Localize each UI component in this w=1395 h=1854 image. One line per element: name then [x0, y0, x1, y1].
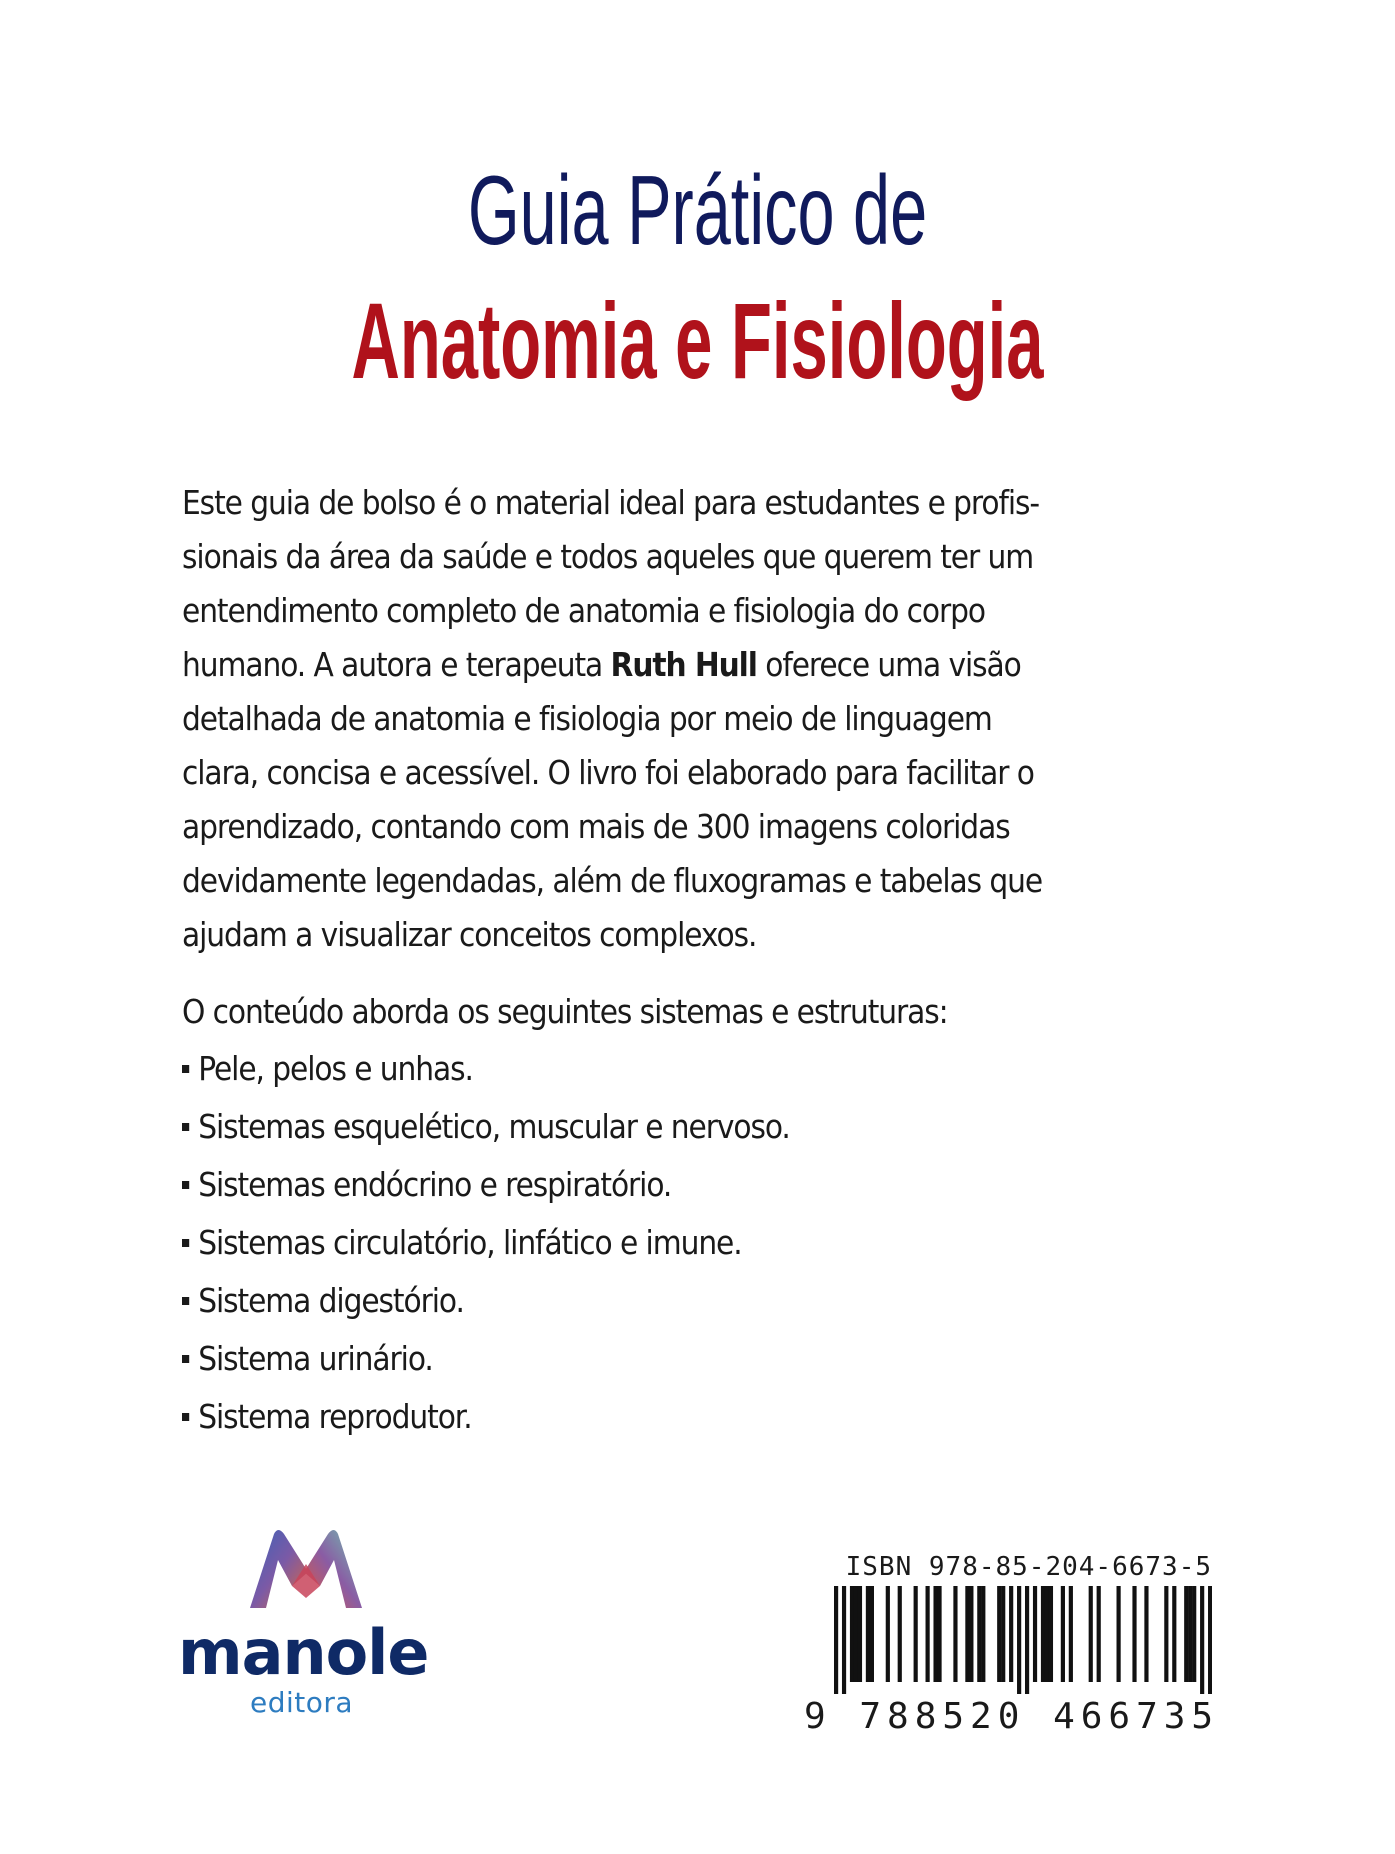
list-item: Sistemas circulatório, linfático e imune.	[182, 1214, 790, 1272]
bullet-icon	[182, 1181, 189, 1189]
list-item: Sistemas endócrino e respiratório.	[182, 1156, 790, 1214]
book-title	[0, 150, 1395, 406]
contents-list	[182, 1040, 857, 1446]
title-line-1: Guia Prático de	[467, 155, 928, 265]
description-line: sionais da área da saúde e todos aqueles que querem ter um	[182, 537, 1034, 576]
title-line-2: Anatomia e Fisiologia	[351, 280, 1044, 401]
description-line: aprendizado, contando com mais de 300 imagens coloridas	[182, 807, 1010, 846]
bullet-icon	[182, 1355, 189, 1363]
description-line: clara, concisa e acessível. O livro foi elaborado para facilitar o	[182, 753, 1034, 792]
barcode-bar	[842, 1586, 846, 1694]
barcode-bar	[1045, 1586, 1049, 1682]
isbn-barcode	[804, 1552, 1220, 1737]
barcode-bar	[1009, 1586, 1013, 1682]
barcode-bar	[953, 1586, 957, 1682]
publisher-subtitle: editora	[250, 1686, 354, 1719]
bullet-icon	[182, 1065, 189, 1073]
barcode-bar	[1117, 1586, 1121, 1682]
barcode-bar	[1069, 1586, 1073, 1682]
barcode-bar	[1172, 1586, 1176, 1682]
barcode-bar	[886, 1586, 890, 1682]
barcode-bar	[997, 1586, 1001, 1682]
description-line: detalhada de anatomia e fisiologia por meio de linguagem	[182, 699, 992, 738]
barcode-bar	[870, 1586, 874, 1682]
barcode-bar	[937, 1586, 941, 1682]
barcode-bar	[1192, 1586, 1196, 1682]
barcode-bar	[1017, 1586, 1021, 1694]
barcode-bar	[854, 1586, 858, 1682]
barcode-bar	[1144, 1586, 1148, 1682]
barcode-bar	[981, 1586, 985, 1682]
barcode-bar	[1033, 1586, 1037, 1682]
barcode-bars	[808, 1582, 1212, 1694]
description-line: ajudam a visualizar conceitos complexos.	[182, 915, 757, 954]
list-item: Pele, pelos e unhas.	[182, 1040, 790, 1098]
barcode-bar	[834, 1586, 838, 1694]
barcode-bar	[1041, 1586, 1045, 1682]
bullet-icon	[182, 1123, 189, 1131]
publisher-name: manole	[178, 1616, 429, 1689]
barcode-bar	[1188, 1586, 1192, 1682]
description-line: devidamente legendadas, além de fluxogramas e tabelas que	[182, 861, 1043, 900]
description-text: humano. A autora e terapeuta	[182, 645, 611, 684]
publisher-logo	[178, 1528, 428, 1718]
barcode-bar	[898, 1586, 902, 1682]
manole-m-logo-icon	[244, 1528, 368, 1612]
list-item: Sistema reprodutor.	[182, 1388, 790, 1446]
barcode-bar	[1184, 1586, 1188, 1682]
barcode-bar	[969, 1586, 973, 1682]
barcode-bar	[926, 1586, 930, 1682]
barcode-bar	[1089, 1586, 1093, 1682]
list-item: Sistemas esquelético, muscular e nervoso.	[182, 1098, 790, 1156]
list-item: Sistema urinário.	[182, 1330, 790, 1388]
barcode-bar	[850, 1586, 854, 1682]
barcode-bar	[1049, 1586, 1053, 1682]
barcode-bar	[1164, 1586, 1168, 1682]
description-line	[182, 638, 1109, 692]
barcode-bar	[1208, 1586, 1212, 1694]
barcode-bar	[1001, 1586, 1005, 1682]
description-line: Este guia de bolso é o material ideal para estudantes e profis-	[182, 483, 1040, 522]
author-name: Ruth Hull	[610, 645, 757, 684]
bullet-icon	[182, 1413, 189, 1421]
barcode-bar	[933, 1586, 937, 1682]
barcode-bar	[1025, 1586, 1029, 1694]
barcode-bar	[1097, 1586, 1101, 1682]
bullet-icon	[182, 1239, 189, 1247]
bullet-icon	[182, 1297, 189, 1305]
barcode-bar	[914, 1586, 918, 1682]
barcode-digits: 9 788520 466735	[804, 1696, 1220, 1737]
list-item: Sistema digestório.	[182, 1272, 790, 1330]
barcode-bar	[1061, 1586, 1065, 1682]
isbn-label: ISBN 978-85-204-6673-5	[845, 1552, 1212, 1582]
barcode-bar	[1132, 1586, 1136, 1682]
barcode-bar	[965, 1586, 969, 1682]
barcode-bar	[1200, 1586, 1204, 1694]
description-paragraph	[182, 476, 1212, 962]
description-text: oferece uma visão	[756, 645, 1021, 684]
contents-intro: O conteúdo aborda os seguintes sistemas e estruturas:	[182, 992, 948, 1031]
barcode-bar	[977, 1586, 981, 1682]
barcode-bar	[866, 1586, 870, 1682]
barcode-bar	[858, 1586, 862, 1682]
description-line: entendimento completo de anatomia e fisiologia do corpo	[182, 591, 986, 630]
